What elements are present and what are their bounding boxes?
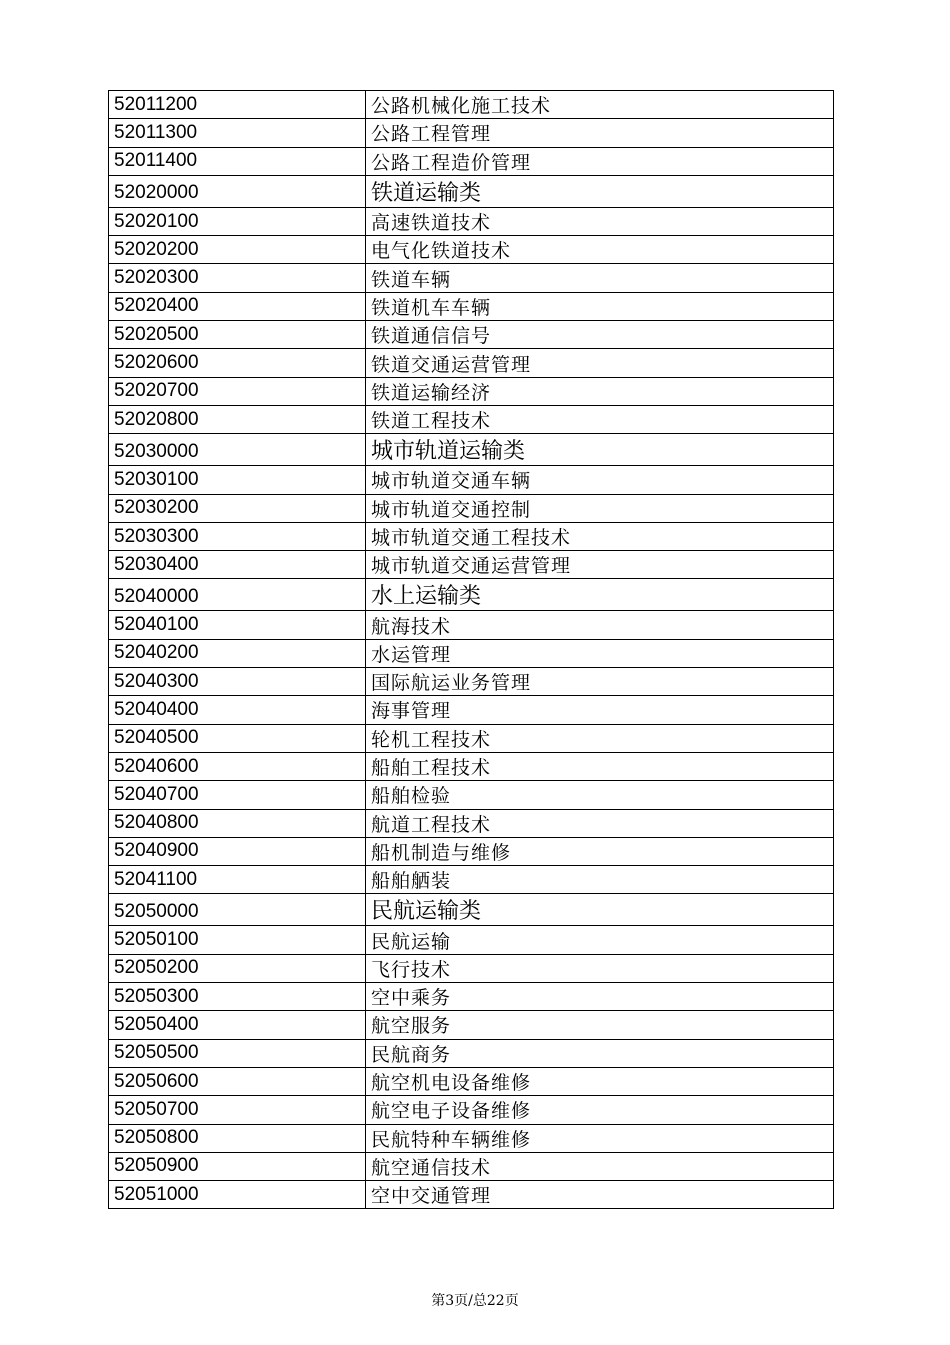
major-name-cell: 空中乘务 <box>366 983 834 1011</box>
table-row <box>109 983 834 1011</box>
major-name-cell: 铁道运输类 <box>366 175 834 207</box>
table-row <box>109 926 834 954</box>
table-row <box>109 809 834 837</box>
table-row <box>109 207 834 235</box>
major-name-cell: 民航运输类 <box>366 894 834 926</box>
major-code-cell: 52040700 <box>109 781 366 809</box>
table-row <box>109 119 834 147</box>
major-name-cell: 铁道车辆 <box>366 264 834 292</box>
table-row <box>109 377 834 405</box>
major-code-cell: 52050000 <box>109 894 366 926</box>
major-name-cell: 航空电子设备维修 <box>366 1096 834 1124</box>
major-name-cell: 航道工程技术 <box>366 809 834 837</box>
major-code-table <box>108 90 834 1209</box>
major-code-cell: 52020100 <box>109 207 366 235</box>
major-code-cell: 52020500 <box>109 321 366 349</box>
table-row <box>109 1067 834 1095</box>
major-name-cell: 航海技术 <box>366 611 834 639</box>
table-row <box>109 837 834 865</box>
major-code-cell: 52011400 <box>109 147 366 175</box>
table-row <box>109 866 834 894</box>
major-code-cell: 52040400 <box>109 696 366 724</box>
table-row <box>109 696 834 724</box>
table-row <box>109 724 834 752</box>
major-name-cell: 高速铁道技术 <box>366 207 834 235</box>
major-code-cell: 52050900 <box>109 1152 366 1180</box>
category-row <box>109 434 834 466</box>
major-code-cell: 52040800 <box>109 809 366 837</box>
major-name-cell: 船舶检验 <box>366 781 834 809</box>
major-name-cell: 水上运输类 <box>366 579 834 611</box>
major-code-cell: 52020200 <box>109 236 366 264</box>
major-name-cell: 国际航运业务管理 <box>366 668 834 696</box>
major-code-cell: 52030400 <box>109 551 366 579</box>
table-row <box>109 551 834 579</box>
table-row <box>109 668 834 696</box>
major-name-cell: 铁道通信信号 <box>366 321 834 349</box>
major-name-cell: 水运管理 <box>366 639 834 667</box>
table-row <box>109 236 834 264</box>
table-row <box>109 1124 834 1152</box>
major-code-cell: 52020800 <box>109 405 366 433</box>
major-code-cell: 52050500 <box>109 1039 366 1067</box>
table-row <box>109 349 834 377</box>
major-code-cell: 52050300 <box>109 983 366 1011</box>
major-name-cell: 公路工程造价管理 <box>366 147 834 175</box>
major-code-cell: 52020400 <box>109 292 366 320</box>
major-name-cell: 铁道工程技术 <box>366 405 834 433</box>
major-name-cell: 飞行技术 <box>366 954 834 982</box>
table-row <box>109 611 834 639</box>
major-name-cell: 民航特种车辆维修 <box>366 1124 834 1152</box>
major-code-cell: 52050400 <box>109 1011 366 1039</box>
major-code-cell: 52030100 <box>109 466 366 494</box>
major-name-cell: 城市轨道交通车辆 <box>366 466 834 494</box>
major-name-cell: 电气化铁道技术 <box>366 236 834 264</box>
major-code-cell: 52030000 <box>109 434 366 466</box>
table-row <box>109 1096 834 1124</box>
major-name-cell: 航空机电设备维修 <box>366 1067 834 1095</box>
table-row <box>109 752 834 780</box>
table-body <box>109 91 834 1209</box>
major-name-cell: 空中交通管理 <box>366 1181 834 1209</box>
major-name-cell: 船舶舾装 <box>366 866 834 894</box>
major-name-cell: 铁道交通运营管理 <box>366 349 834 377</box>
table-row <box>109 292 834 320</box>
major-code-cell: 52050200 <box>109 954 366 982</box>
major-name-cell: 海事管理 <box>366 696 834 724</box>
major-code-cell: 52040100 <box>109 611 366 639</box>
major-code-cell: 52011300 <box>109 119 366 147</box>
major-code-cell: 52030200 <box>109 494 366 522</box>
major-name-cell: 航空通信技术 <box>366 1152 834 1180</box>
major-code-cell: 52020300 <box>109 264 366 292</box>
major-name-cell: 民航商务 <box>366 1039 834 1067</box>
major-code-cell: 52040600 <box>109 752 366 780</box>
major-code-cell: 52020600 <box>109 349 366 377</box>
major-code-cell: 52040200 <box>109 639 366 667</box>
major-code-cell: 52020000 <box>109 175 366 207</box>
major-code-cell: 52030300 <box>109 522 366 550</box>
major-code-cell: 52050100 <box>109 926 366 954</box>
major-name-cell: 轮机工程技术 <box>366 724 834 752</box>
table-row <box>109 405 834 433</box>
major-name-cell: 城市轨道运输类 <box>366 434 834 466</box>
table-row <box>109 147 834 175</box>
major-name-cell: 船舶工程技术 <box>366 752 834 780</box>
major-name-cell: 城市轨道交通控制 <box>366 494 834 522</box>
major-code-cell: 52041100 <box>109 866 366 894</box>
table-row <box>109 264 834 292</box>
major-code-cell: 52040900 <box>109 837 366 865</box>
table-row <box>109 954 834 982</box>
table-row <box>109 494 834 522</box>
table-row <box>109 321 834 349</box>
major-code-cell: 52040000 <box>109 579 366 611</box>
category-row <box>109 175 834 207</box>
major-code-cell: 52051000 <box>109 1181 366 1209</box>
major-code-cell: 52050700 <box>109 1096 366 1124</box>
category-row <box>109 579 834 611</box>
major-code-cell: 52040500 <box>109 724 366 752</box>
page-footer: 第3页/总22页 <box>431 1293 519 1309</box>
major-code-cell: 52040300 <box>109 668 366 696</box>
table-row <box>109 1039 834 1067</box>
major-code-cell: 52050800 <box>109 1124 366 1152</box>
major-name-cell: 民航运输 <box>366 926 834 954</box>
major-name-cell: 铁道运输经济 <box>366 377 834 405</box>
major-name-cell: 公路工程管理 <box>366 119 834 147</box>
major-code-cell: 52020700 <box>109 377 366 405</box>
major-code-cell: 52011200 <box>109 91 366 119</box>
table-row <box>109 466 834 494</box>
table-row <box>109 522 834 550</box>
major-name-cell: 城市轨道交通运营管理 <box>366 551 834 579</box>
major-code-cell: 52050600 <box>109 1067 366 1095</box>
major-name-cell: 铁道机车车辆 <box>366 292 834 320</box>
major-name-cell: 城市轨道交通工程技术 <box>366 522 834 550</box>
table-row <box>109 781 834 809</box>
major-name-cell: 船机制造与维修 <box>366 837 834 865</box>
category-row <box>109 894 834 926</box>
major-name-cell: 公路机械化施工技术 <box>366 91 834 119</box>
major-name-cell: 航空服务 <box>366 1011 834 1039</box>
table-row <box>109 1152 834 1180</box>
table-row <box>109 1181 834 1209</box>
table-row <box>109 639 834 667</box>
table-row <box>109 1011 834 1039</box>
table-row <box>109 91 834 119</box>
